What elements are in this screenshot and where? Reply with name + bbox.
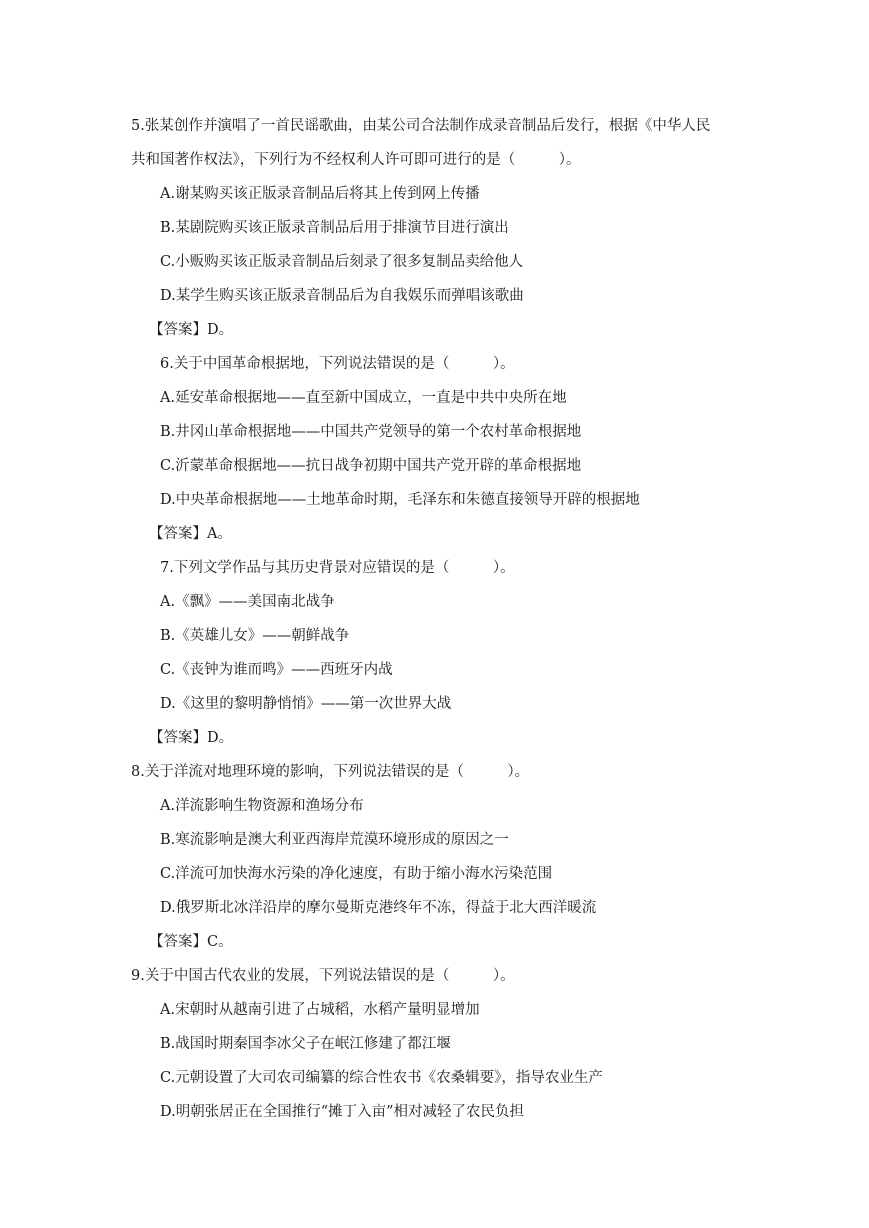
option-c: C.小贩购买该正版录音制品后刻录了很多复制品卖给他人 bbox=[160, 254, 524, 270]
answer-line: 【答案】D。 bbox=[149, 322, 234, 338]
question-stem-line: 5.张某创作并演唱了一首民谣歌曲，由某公司合法制作成录音制品后发行，根据《中华人民 bbox=[131, 118, 711, 134]
option-c: C.元朝设置了大司农司编纂的综合性农书《农桑辑要》，指导农业生产 bbox=[160, 1070, 603, 1086]
question-6 bbox=[131, 347, 741, 551]
option-d: D.俄罗斯北冰洋沿岸的摩尔曼斯克港终年不冻，得益于北大西洋暖流 bbox=[160, 900, 597, 916]
option-d: D.中央革命根据地——土地革命时期，毛泽东和朱德直接领导开辟的根据地 bbox=[160, 492, 640, 508]
question-stem-line: 7.下列文学作品与其历史背景对应错误的是（ ）。 bbox=[160, 560, 515, 576]
option-b: B.寒流影响是澳大利亚西海岸荒漠环境形成的原因之一 bbox=[160, 832, 509, 848]
question-5 bbox=[131, 109, 741, 347]
option-a: A.宋朝时从越南引进了占城稻，水稻产量明显增加 bbox=[160, 1002, 480, 1018]
question-9 bbox=[131, 959, 741, 1129]
option-b: B.《英雄儿女》——朝鲜战争 bbox=[160, 628, 350, 644]
option-d: D.《这里的黎明静悄悄》——第一次世界大战 bbox=[160, 696, 452, 712]
option-c: C.洋流可加快海水污染的净化速度，有助于缩小海水污染范围 bbox=[160, 866, 553, 882]
question-8 bbox=[131, 755, 741, 959]
option-c: C.《丧钟为谁而鸣》——西班牙内战 bbox=[160, 662, 393, 678]
answer-line: 【答案】A。 bbox=[149, 526, 232, 542]
question-stem-line: 8.关于洋流对地理环境的影响，下列说法错误的是（ ）。 bbox=[131, 764, 530, 780]
option-b: B.井冈山革命根据地——中国共产党领导的第一个农村革命根据地 bbox=[160, 424, 582, 440]
answer-line: 【答案】C。 bbox=[149, 934, 233, 950]
option-a: A.洋流影响生物资源和渔场分布 bbox=[160, 798, 364, 814]
question-stem-line: 共和国著作权法》，下列行为不经权利人许可即可进行的是（ ）。 bbox=[131, 152, 581, 168]
option-b: B.战国时期秦国李冰父子在岷江修建了都江堰 bbox=[160, 1036, 451, 1052]
answer-line: 【答案】D。 bbox=[149, 730, 234, 746]
option-a: A.《飘》——美国南北战争 bbox=[160, 594, 335, 610]
question-stem-line: 6.关于中国革命根据地，下列说法错误的是（ ）。 bbox=[160, 356, 515, 372]
option-b: B.某剧院购买该正版录音制品后用于排演节目进行演出 bbox=[160, 220, 509, 236]
option-a: A.谢某购买该正版录音制品后将其上传到网上传播 bbox=[160, 186, 480, 202]
option-d: D.明朝张居正在全国推行“摊丁入亩”相对减轻了农民负担 bbox=[160, 1104, 525, 1120]
option-a: A.延安革命根据地——直至新中国成立，一直是中共中央所在地 bbox=[160, 390, 567, 406]
question-7 bbox=[131, 551, 741, 755]
option-c: C.沂蒙革命根据地——抗日战争初期中国共产党开辟的革命根据地 bbox=[160, 458, 582, 474]
question-list bbox=[131, 109, 741, 1129]
option-d: D.某学生购买该正版录音制品后为自我娱乐而弹唱该歌曲 bbox=[160, 288, 524, 304]
question-stem-line: 9.关于中国古代农业的发展，下列说法错误的是（ ）。 bbox=[131, 968, 515, 984]
